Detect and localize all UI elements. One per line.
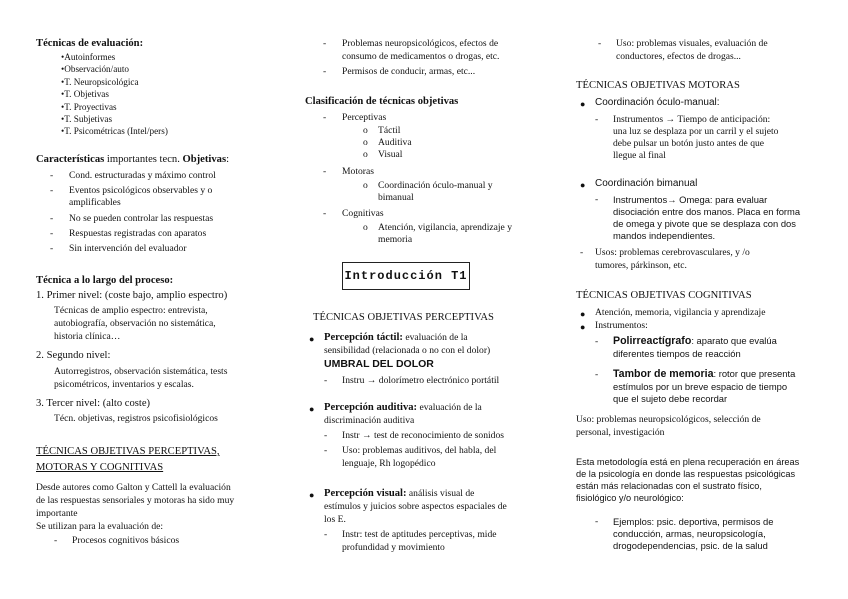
list-item: Instrumentos: (595, 320, 648, 331)
nivel-3: 3. Tercer nivel: (alto coste) (36, 398, 151, 409)
list-item: Instrumentos→ Omega: para evaluar (613, 194, 768, 205)
list-item: Motoras (342, 166, 374, 177)
list-item: Problemas neuropsicológicos, efectos de (342, 38, 499, 49)
column-2: - Problemas neuropsicológicos, efectos de consumo de medicamentos o drogas, etc. - Permisos de conducir, armas, etc... Clasificación de técnicas objetivas - Perceptivas o Táctil o Auditiva o Visual - Motoras o Coordinación óculo-manual y bimanual - Cognitivas o Atención, vigilancia, aprendizaje y memoria Introducción T1 TÉCNICAS OBJETIVAS PERCEPTIVAS ● Percepción táctil: evaluación de la sensibilidad (relacionada o no con el dolor) UMBRAL DEL DOLOR - Instru → dolorímetro electrónico portátil ● Percepción auditiva: evaluación de la discriminación auditiva - Instr → test de reconocimiento de sonidos - Uso: problemas auditivos, del habla, del lenguaje, Rh logopédico ● Percepción visual: análisis visual de estímulos y juicios sobre aspectos espaciales de los E. - Instr: test de aptitudes perceptivas, mide profundidad y movimiento (305, 38, 512, 553)
bullet-icon: ● (309, 404, 315, 414)
list-item: Permisos de conducir, armas, etc... (342, 66, 476, 77)
column-1: Técnicas de evaluación: •Autoinformes •Observación/auto •T. Neuropsicológica •T. Objetivas •T. Proyectivas •T. Subjetivas •T. Psicométricas (Intel/pers) Características importantes tecn. Objetivas: - Cond. estructuradas y máximo control - Eventos psicológicos observables y o amplificables - No se pueden controlar las respuestas - Respuestas registradas con aparatos - Sin intervención del evaluador Técnica a lo largo del proceso: 1. Primer nivel: (coste bajo, amplio espectro) Técnicas de amplio espectro: entrevista, autobiografía, observación no sistemática, historia clínica… 2. Segundo nivel: Autorregistros, observación sistemática, tests psicométricos, inventarios y escalas. 3. Tercer nivel: (alto coste) Técn. objetivas, registros psicofisiológicos TÉCNICAS OBJETIVAS PERCEPTIVAS, MOTORAS Y COGNITIVAS Desde autores como Galton y Cattell la evaluación de las respuestas sensoriales y motoras ha sido muy importante Se utilizan para la evaluación de: - Procesos cognitivos básicos (36, 0, 276, 599)
list-item: •Observación/auto (61, 64, 130, 75)
list-item: Instru → dolorímetro electrónico portátil (342, 375, 500, 386)
bimanual-heading: Coordinación bimanual (595, 178, 698, 189)
umbral-label: UMBRAL DEL DOLOR (324, 358, 434, 370)
tecnicas-title: Técnicas de evaluación: (36, 38, 144, 49)
bullet-icon: ● (580, 180, 586, 190)
list-item: Perceptivas (342, 112, 387, 123)
auditiva-heading: Percepción auditiva: evaluación de la (324, 402, 482, 413)
list-item: •T. Neuropsicológica (61, 76, 139, 87)
bullet-icon: ● (580, 309, 586, 319)
caracteristicas-title: Características importantes tecn. Objetivas: (36, 154, 230, 165)
bullet-icon: ● (580, 322, 586, 332)
list-item: Procesos cognitivos básicos (72, 535, 180, 546)
list-item: Respuestas registradas con aparatos (69, 228, 207, 239)
list-item: •T. Psicométricas (Intel/pers) (61, 126, 168, 137)
motoras-title: TÉCNICAS OBJETIVAS MOTORAS (576, 80, 740, 91)
intro-box-label: Introducción T1 (344, 269, 468, 283)
list-item: Instr: test de aptitudes perceptivas, mide (342, 529, 497, 540)
tactil-heading: Percepción táctil: evaluación de la (324, 332, 468, 343)
column-3: - Uso: problemas visuales, evaluación de conductores, efectos de drogas... TÉCNICAS OBJETIVAS MOTORAS ● Coordinación óculo-manual: - Instrumentos → Tiempo de anticipación: una luz se desplaza por un carril y el sujeto debe pulsar un botón justo antes de que llegue al final ● Coordinación bimanual - Instrumentos→ Omega: para evaluar disociación entre dos manos. Placa en forma de omega y pivote que se desplaza con dos mandos independientes. - Usos: problemas cerebrovasculares, y /o tumores, párkinson, etc. TÉCNICAS OBJETIVAS COGNITIVAS ● Atención, memoria, vigilancia y aprendizaje ● Instrumentos: - Polirreactígrafo: aparato que evalúa diferentes tiempos de reacción - Tambor de memoria: rotor que presenta estímulos por un breve espacio de tiempo que el sujeto debe recordar Uso: problemas neuropsicológicos, selección de personal, investigación Esta metodología está en plena recuperación en áreas de la psicología en donde las respuestas psicológicas están más relacionadas con el sustrato físico, fisiológico y/o neurológico: - Ejemplos: psic. deportiva, permisos de conducción, armas, neuropsicología, drogodependencias, psic. de la salud (576, 38, 801, 551)
bullet-icon: ● (309, 334, 315, 344)
polirreactigrafo: Polirreactígrafo: aparato que evalúa (613, 335, 777, 347)
cognitivas-title: TÉCNICAS OBJETIVAS COGNITIVAS (576, 290, 752, 301)
perceptivas-title: TÉCNICAS OBJETIVAS PERCEPTIVAS (313, 312, 494, 323)
list-item: •T. Proyectivas (61, 101, 117, 112)
list-item: Usos: problemas cerebrovasculares, y /o (595, 247, 750, 258)
proceso-title: Técnica a lo largo del proceso: (36, 275, 174, 286)
list-item: Sin intervención del evaluador (69, 243, 187, 254)
tecnicas-list (61, 51, 168, 138)
section-title: TÉCNICAS OBJETIVAS PERCEPTIVAS, (36, 446, 220, 457)
list-item: amplificables (69, 197, 121, 208)
list-item: Uso: problemas visuales, evaluación de (616, 38, 768, 49)
oculo-heading: Coordinación óculo-manual: (595, 97, 720, 108)
tambor-memoria: Tambor de memoria: rotor que presenta (613, 368, 796, 380)
list-item: Atención, memoria, vigilancia y aprendizaje (595, 307, 766, 318)
bullet-icon: ● (580, 99, 586, 109)
list-item: Instr → test de reconocimiento de sonidos (342, 430, 504, 441)
visual-heading: Percepción visual: análisis visual de (324, 488, 475, 499)
nivel-2: 2. Segundo nivel: (36, 350, 111, 361)
list-item: •T. Objetivas (61, 89, 109, 100)
list-item: •Autoinformes (61, 52, 116, 62)
clasificacion-title: Clasificación de técnicas objetivas (305, 96, 459, 107)
intro-box (342, 262, 470, 290)
list-item: •T. Subjetivas (61, 114, 113, 125)
list-item: Uso: problemas auditivos, del habla, del (342, 445, 497, 456)
bullet-icon: ● (309, 490, 315, 500)
list-item: No se pueden controlar las respuestas (69, 213, 214, 224)
list-item: Ejemplos: psic. deportiva, permisos de (613, 516, 774, 527)
list-item: Cond. estructuradas y máximo control (69, 170, 216, 181)
nivel-1: 1. Primer nivel: (coste bajo, amplio espectro) (36, 290, 228, 301)
section-title: MOTORAS Y COGNITIVAS (36, 462, 164, 473)
list-item: Eventos psicológicos observables y o (69, 185, 213, 196)
list-item: Instrumentos → Tiempo de anticipación: (613, 114, 771, 125)
list-item: Cognitivas (342, 208, 384, 219)
